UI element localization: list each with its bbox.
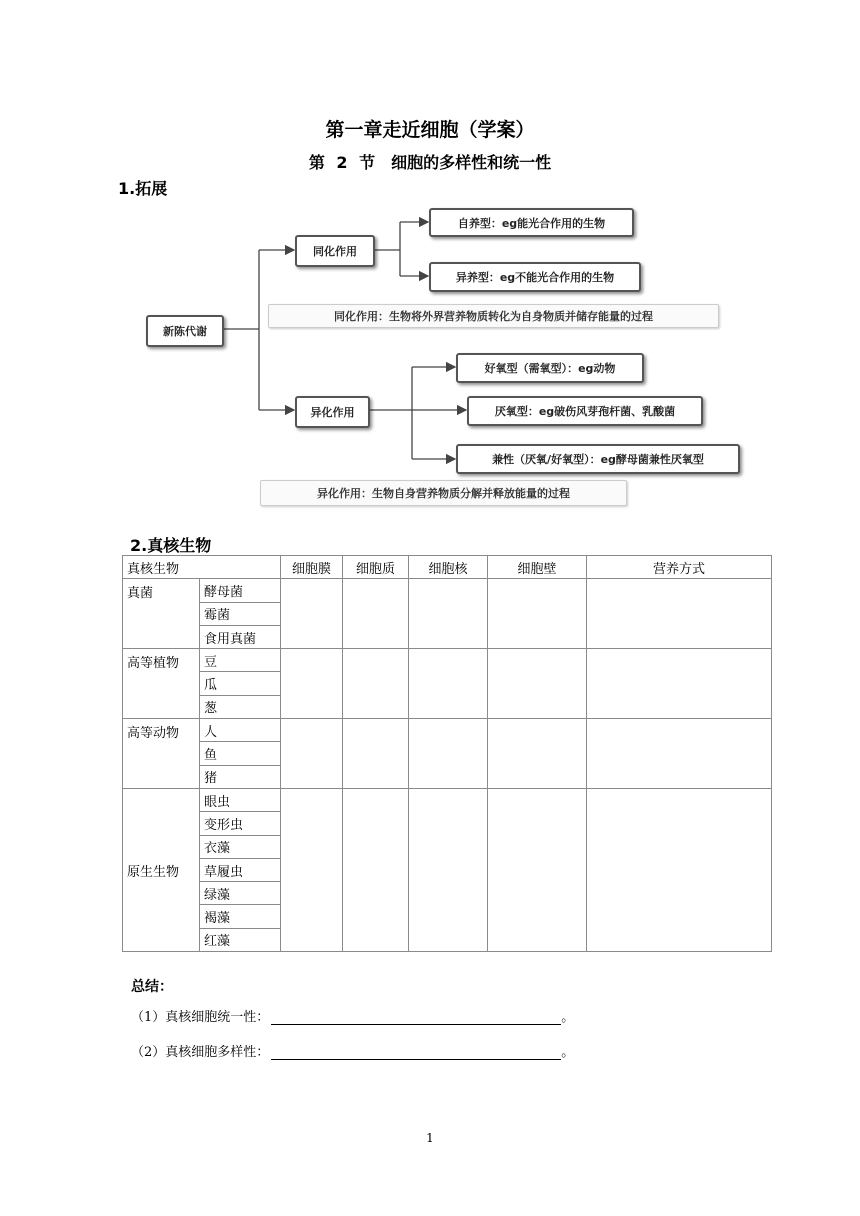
summary-end-mark: 。: [561, 1045, 575, 1060]
header-cell: 细胞壁: [488, 556, 587, 579]
node-dissimilation: 异化作用: [295, 396, 370, 428]
group-cell: 高等植物: [123, 649, 200, 719]
page-title: 第一章走近细胞（学案）: [325, 119, 535, 141]
header-cell: 细胞核: [409, 556, 488, 579]
item-cell: 褐藻: [200, 905, 281, 928]
summary-line-diversity: [131, 1041, 574, 1060]
node-assimilation: 同化作用: [295, 235, 375, 267]
group-cell: 原生生物: [123, 788, 200, 951]
table-header-row: [123, 556, 772, 579]
header-cell: 真核生物: [123, 556, 281, 579]
blank-cell[interactable]: [488, 719, 587, 789]
item-cell: 食用真菌: [200, 625, 281, 648]
item-cell: 鱼: [200, 742, 281, 765]
blank-cell[interactable]: [343, 719, 409, 789]
blank-cell[interactable]: [587, 788, 772, 951]
blank-cell[interactable]: [409, 579, 488, 649]
blank-cell[interactable]: [281, 788, 343, 951]
item-cell: 人: [200, 719, 281, 742]
dissimilation-definition-note: 异化作用：生物自身营养物质分解并释放能量的过程: [260, 480, 627, 506]
assimilation-definition-note: 同化作用：生物将外界营养物质转化为自身物质并储存能量的过程: [268, 304, 719, 328]
eukaryote-table: [122, 555, 772, 952]
blank-cell[interactable]: [488, 649, 587, 719]
node-heterotroph: 异养型：eg不能光合作用的生物: [429, 262, 641, 292]
item-cell: 豆: [200, 649, 281, 672]
item-cell: 衣藻: [200, 835, 281, 858]
blank-cell[interactable]: [409, 649, 488, 719]
blank-cell[interactable]: [409, 788, 488, 951]
item-cell: 瓜: [200, 672, 281, 695]
blank-cell[interactable]: [587, 719, 772, 789]
blank-cell[interactable]: [409, 719, 488, 789]
blank-cell[interactable]: [488, 579, 587, 649]
blank-cell[interactable]: [281, 719, 343, 789]
item-cell: 酵母菌: [200, 579, 281, 602]
blank-cell[interactable]: [343, 788, 409, 951]
node-aerobic: 好氧型（需氧型）：eg动物: [456, 353, 644, 383]
summary-label-diversity: （2）真核细胞多样性：: [131, 1045, 270, 1060]
summary-label-unity: （1）真核细胞统一性：: [131, 1010, 270, 1025]
blank-cell[interactable]: [343, 579, 409, 649]
header-cell: 细胞膜: [281, 556, 343, 579]
fill-blank-unity[interactable]: [271, 1010, 561, 1025]
page-number: 1: [426, 1131, 434, 1145]
item-cell: 眼虫: [200, 788, 281, 811]
node-metabolism: 新陈代谢: [146, 315, 224, 347]
item-cell: 红藻: [200, 928, 281, 951]
blank-cell[interactable]: [488, 788, 587, 951]
table-row: [123, 579, 772, 602]
blank-cell[interactable]: [343, 649, 409, 719]
blank-cell[interactable]: [281, 649, 343, 719]
node-facultative: 兼性（厌氧/好氧型）：eg酵母菌兼性厌氧型: [456, 444, 740, 474]
item-cell: 绿藻: [200, 882, 281, 905]
node-autotroph: 自养型：eg能光合作用的生物: [429, 208, 634, 237]
item-cell: 葱: [200, 695, 281, 718]
header-cell: 细胞质: [343, 556, 409, 579]
summary-line-unity: [131, 1006, 574, 1025]
header-cell: 营养方式: [587, 556, 772, 579]
summary-end-mark: 。: [561, 1010, 575, 1025]
page-subtitle: 第 2 节 细胞的多样性和统一性: [308, 153, 552, 172]
table-row: [123, 649, 772, 672]
group-cell: 高等动物: [123, 719, 200, 789]
summary-title: 总结：: [131, 979, 173, 995]
section-heading-eukaryotes: 2.真核生物: [130, 536, 212, 555]
table-row: [123, 719, 772, 742]
blank-cell[interactable]: [587, 649, 772, 719]
metabolism-diagram-connectors: [0, 0, 860, 520]
node-anaerobic: 厌氧型：eg破伤风芽孢杆菌、乳酸菌: [467, 396, 703, 426]
fill-blank-diversity[interactable]: [271, 1045, 561, 1060]
blank-cell[interactable]: [587, 579, 772, 649]
section-heading-extension: 1.拓展: [118, 179, 168, 198]
table-row: [123, 788, 772, 811]
group-cell: 真菌: [123, 579, 200, 649]
blank-cell[interactable]: [281, 579, 343, 649]
item-cell: 草履虫: [200, 858, 281, 881]
item-cell: 猪: [200, 765, 281, 788]
item-cell: 霉菌: [200, 602, 281, 625]
item-cell: 变形虫: [200, 812, 281, 835]
